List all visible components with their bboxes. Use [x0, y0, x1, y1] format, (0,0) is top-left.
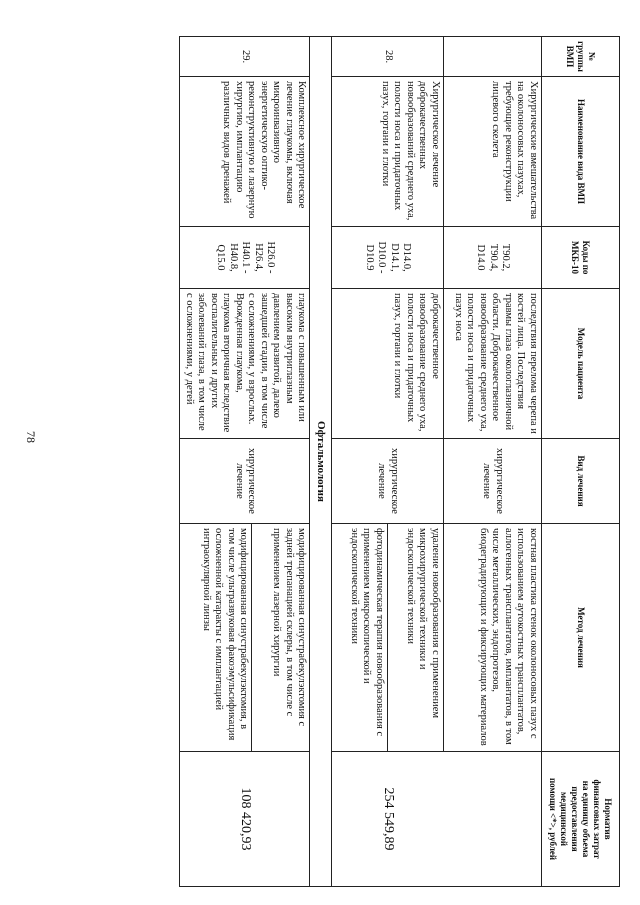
mkb-codes-cell: D14.0, D14.1, D10.0 - D10.9 — [332, 227, 444, 289]
header-patient-model: Модель пациента — [542, 289, 620, 439]
header-cost-norm: Норматив финансовых затрат на единицу объема предоставления медицинской помощи <*>, рублей — [542, 752, 620, 887]
header-group-no: № группы ВМП — [542, 37, 620, 77]
group-number-cell: 29. — [180, 37, 310, 77]
cost-cell — [444, 752, 542, 887]
rotated-table-container — [100, 36, 620, 886]
vmp-name-cell: Хирургическое лечение доброкачественных новообразований среднего уха, полости носа и придаточных пазух, гортани и глотки — [332, 77, 444, 227]
table-header-row — [542, 37, 620, 887]
vmp-name-cell: Хирургические вмешательства на околоносовых пазухах, требующие реконструкции лицевого скелета — [444, 77, 542, 227]
header-treatment-type: Вид лечения — [542, 439, 620, 524]
treatment-type-cell: хирургическое лечение — [332, 439, 444, 524]
treatment-method-cell: модифицированная синустрабекулэктомия, в том числе ультразвуковая факоэмульсификация осложненной катаракты с имплантацией интраокулярной линзы — [180, 524, 252, 752]
group-number-cell: 28. — [332, 37, 444, 77]
treatment-method-cell: удаление новообразования с применением микрохирургической техники и эндоскопической техники — [388, 524, 444, 752]
treatment-type-cell: хирургическое лечение — [444, 439, 542, 524]
table-row — [388, 37, 444, 887]
patient-model-cell: последствия перелома черепа и костей лица. Последствия травмы глаза окологлазничной области. Доброкачественное новообразование среднего уха, полости носа и придаточных пазух носа — [444, 289, 542, 439]
mkb-codes-cell: H26.0 - H26.4, H40.1 - H40.8, Q15.0 — [180, 227, 310, 289]
treatment-type-cell: хирургическое лечение — [180, 439, 310, 524]
mkb-codes-cell: T90.2, T90.4, D14.0 — [444, 227, 542, 289]
treatment-method-cell: фотодинамическая терапия новообразования с применением микроскопической и эндоскопической техники — [332, 524, 388, 752]
page-number: 78 — [24, 431, 38, 443]
header-treatment-method: Метод лечения — [542, 524, 620, 752]
group-cell — [444, 37, 542, 77]
header-mkb-codes: Коды по МКБ-10 — [542, 227, 620, 289]
cost-value-cell: 108 420,93 — [180, 752, 310, 887]
table-row — [444, 37, 542, 887]
section-row — [310, 37, 332, 887]
treatment-method-cell: костная пластика стенок околоносовых пазух с использованием аутокостных трансплантатов, аллогенных трансплантатов, имплантатов, в том числе металлических, эндопротезов, биодеградирующих и фиксирующих материалов — [444, 524, 542, 752]
header-vmp-name: Наименование вида ВМП — [542, 77, 620, 227]
table-row — [252, 37, 310, 887]
vmp-table — [180, 36, 621, 887]
cost-value-cell: 254 549,89 — [332, 752, 444, 887]
treatment-method-cell: модифицированная синустрабекулэктомия с задней трепанацией склеры, в том числе с применением лазерной хирургии — [252, 524, 310, 752]
patient-model-cell: доброкачественное новообразование среднего уха, полости носа и придаточных пазух, гортани и глотки — [332, 289, 444, 439]
patient-model-cell: глаукома с повышенным или высоким внутриглазным давлением развитой, далеко зашедшей стадии, в том числе с осложнениями, у взрослых. Врожденная глаукома, глаукома вторичная вследствие воспалительных и других заболеваний глаза, в том числе с осложнениями, у детей — [180, 289, 310, 439]
vmp-name-cell: Комплексное хирургическое лечение глаукомы, включая микроинвазивную энергетическую оптико-реконструктивную и лазерную хирургию, имплантацию различных видов дренажей — [180, 77, 310, 227]
section-title: Офтальмология — [310, 37, 332, 887]
